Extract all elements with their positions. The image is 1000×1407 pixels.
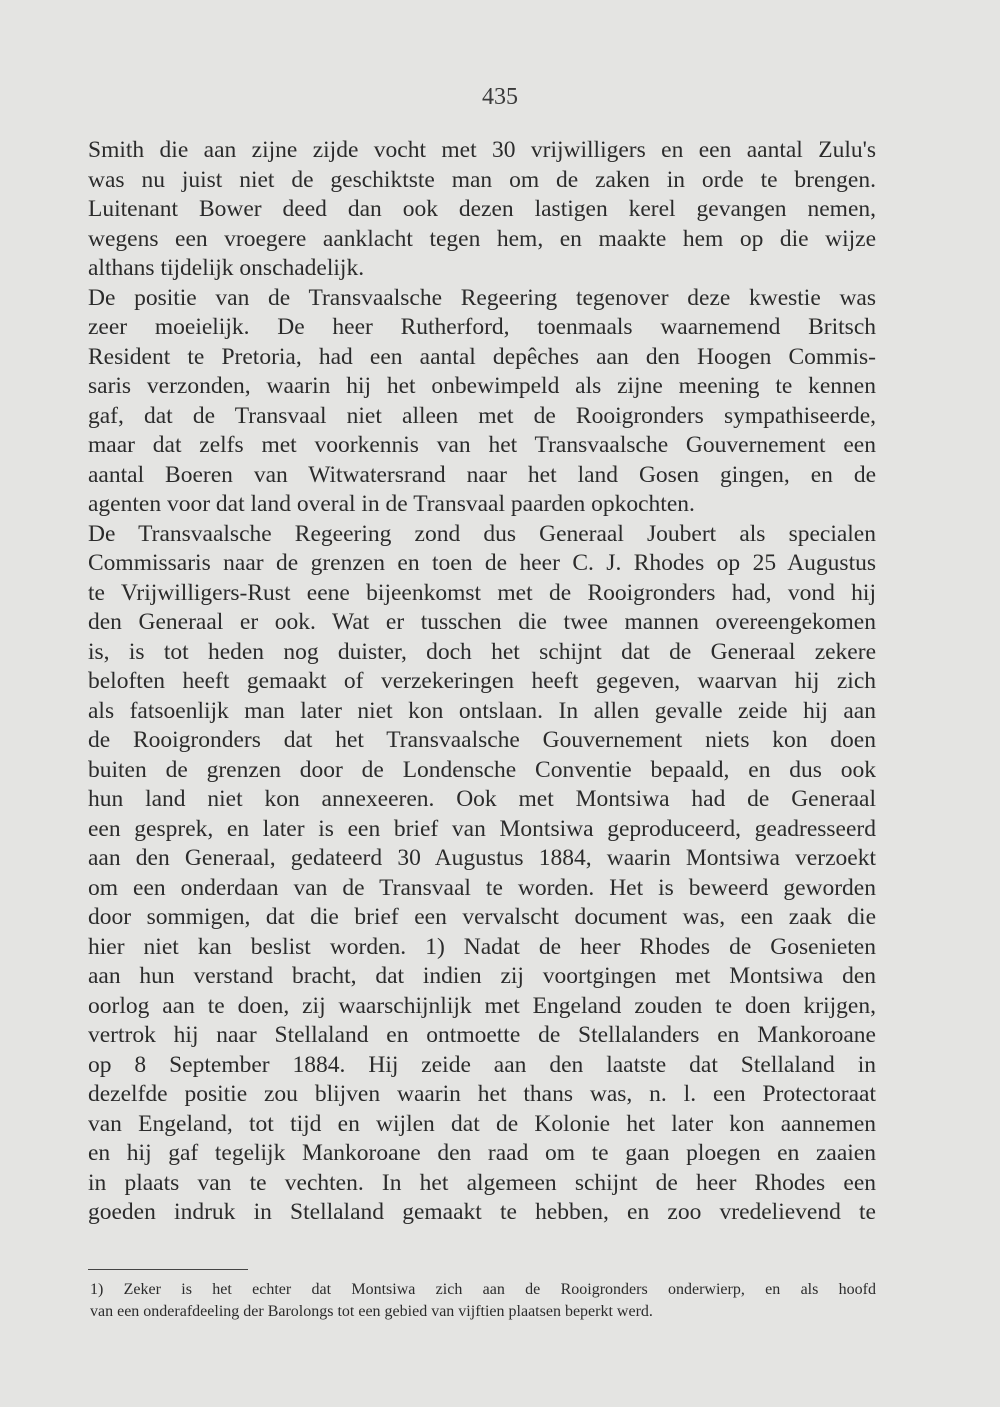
text-line: van Engeland, tot tijd en wijlen dat de Kolonie het later kon aannemen bbox=[88, 1110, 876, 1137]
text-line: gaf, dat de Transvaal niet alleen met de Rooigronders sympathiseerde, bbox=[88, 402, 876, 429]
text-line: althans tijdelijk onschadelijk. bbox=[88, 255, 365, 281]
text-line: buiten de grenzen door de Londensche Conventie bepaald, en dus ook bbox=[88, 756, 876, 783]
text-line: De Transvaalsche Regeering zond dus Generaal Joubert als specialen bbox=[88, 520, 876, 547]
text-line: Smith die aan zijne zijde vocht met 30 vrijwilligers en een aantal Zulu's bbox=[88, 137, 876, 163]
body-text bbox=[88, 136, 876, 1228]
text-line: zeer moeielijk. De heer Rutherford, toenmaals waarnemend Britsch bbox=[88, 314, 876, 340]
text-line: aantal Boeren van Witwatersrand naar het land Gosen gingen, en de bbox=[88, 461, 876, 488]
footnote-line: van een onderafdeeling der Barolongs tot een gebied van vijftien plaatsen beperkt werd. bbox=[90, 1303, 653, 1320]
text-line: op 8 September 1884. Hij zeide aan den laatste dat Stellaland in bbox=[88, 1051, 876, 1078]
text-line: hun land niet kon annexeeren. Ook met Montsiwa had de Generaal bbox=[88, 786, 876, 812]
text-line: agenten voor dat land overal in de Transvaal paarden opkochten. bbox=[88, 491, 695, 517]
text-line: een gesprek, en later is een brief van Montsiwa geproduceerd, geadresseerd bbox=[88, 815, 876, 842]
text-line: te Vrijwilligers-Rust eene bijeenkomst met de Rooigronders had, vond hij bbox=[88, 579, 876, 606]
text-line: en hij gaf tegelijk Mankoroane den raad om te gaan ploegen en zaaien bbox=[88, 1140, 876, 1166]
text-line: goeden indruk in Stellaland gemaakt te hebben, en zoo vredelievend te bbox=[88, 1199, 876, 1225]
footnote-divider bbox=[88, 1269, 248, 1270]
text-line: door sommigen, dat die brief een vervalscht document was, een zaak die bbox=[88, 904, 876, 930]
text-line: is, is tot heden nog duister, doch het schijnt dat de Generaal zekere bbox=[88, 638, 876, 665]
text-line: hier niet kan beslist worden. 1) Nadat de heer Rhodes de Gosenieten bbox=[88, 933, 876, 960]
text-line: maar dat zelfs met voorkennis van het Transvaalsche Gouvernement een bbox=[88, 432, 876, 458]
text-line: dezelfde positie zou blijven waarin het thans was, n. l. een Protectoraat bbox=[88, 1081, 876, 1107]
text-line: Resident te Pretoria, had een aantal depêches aan den Hoogen Commis- bbox=[88, 343, 876, 370]
text-line: Commissaris naar de grenzen en toen de heer C. J. Rhodes op 25 Augustus bbox=[88, 550, 876, 576]
text-line: oorlog aan te doen, zij waarschijnlijk met Engeland zouden te doen krijgen, bbox=[88, 992, 876, 1019]
text-line: in plaats van te vechten. In het algemeen schijnt de heer Rhodes een bbox=[88, 1169, 876, 1196]
text-line: als fatsoenlijk man later niet kon ontslaan. In allen gevalle zeide hij aan bbox=[88, 697, 876, 724]
text-line: De positie van de Transvaalsche Regeering tegenover deze kwestie was bbox=[88, 284, 876, 311]
text-line: aan den Generaal, gedateerd 30 Augustus 1884, waarin Montsiwa verzoekt bbox=[88, 845, 876, 871]
page-number: 435 bbox=[482, 84, 518, 110]
text-line: aan hun verstand bracht, dat indien zij voortgingen met Montsiwa den bbox=[88, 963, 876, 989]
text-line: was nu juist niet de geschiktste man om de zaken in orde te brengen. bbox=[88, 166, 876, 193]
footnotes bbox=[90, 1279, 876, 1323]
text-line: den Generaal er ook. Wat er tusschen die twee mannen overeengekomen bbox=[88, 609, 876, 635]
text-line: Luitenant Bower deed dan ook dezen lastigen kerel gevangen nemen, bbox=[88, 196, 876, 222]
text-line: saris verzonden, waarin hij het onbewimpeld als zijne meening te kennen bbox=[88, 373, 876, 399]
text-line: wegens een vroegere aanklacht tegen hem, en maakte hem op die wijze bbox=[88, 225, 876, 252]
text-line: beloften heeft gemaakt of verzekeringen heeft gegeven, waarvan hij zich bbox=[88, 668, 876, 694]
text-line: vertrok hij naar Stellaland en ontmoette de Stellalanders en Mankoroane bbox=[88, 1022, 876, 1048]
footnote-line: 1) Zeker is het echter dat Montsiwa zich aan de Rooigronders onderwierp, en als hoofd bbox=[90, 1281, 876, 1298]
text-line: de Rooigronders dat het Transvaalsche Gouvernement niets kon doen bbox=[88, 727, 876, 753]
text-line: om een onderdaan van de Transvaal te worden. Het is beweerd geworden bbox=[88, 874, 876, 901]
